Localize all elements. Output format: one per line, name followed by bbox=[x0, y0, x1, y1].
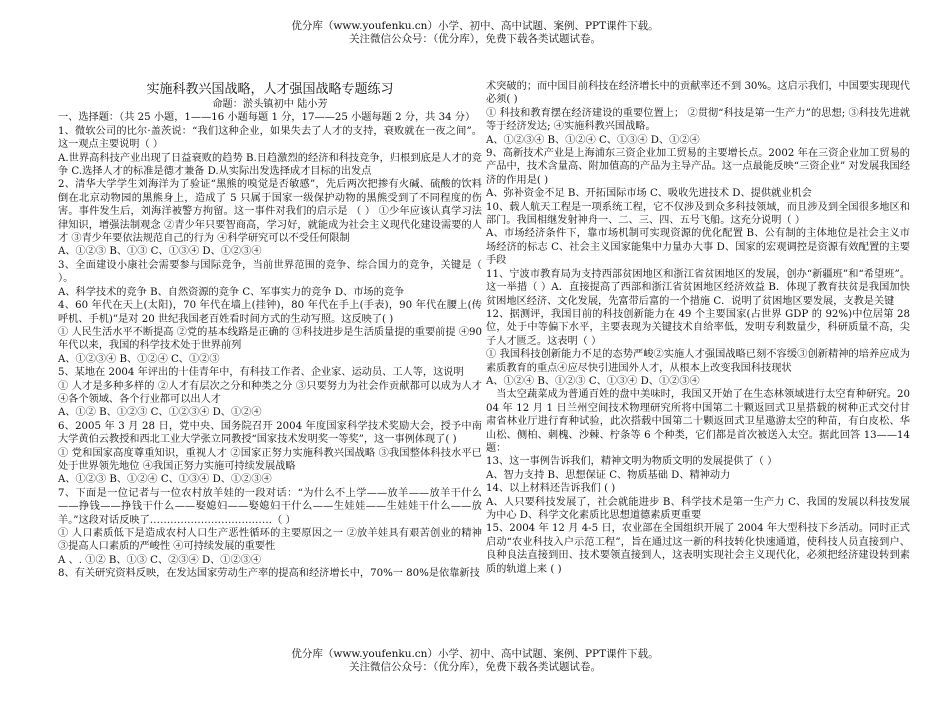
right-paragraph: A、市场经济条件下，靠市场机制可实现资源的优化配置 B、公有制的主体地位是社会主义市场经济的标志 C、社会主义国家能集中力量办大事 D、国家的宏观调控是资源有效配置的主要手段 bbox=[486, 228, 910, 267]
left-paragraph: A、科学技术的竞争 B、自然资源的竞争 C、军事实力的竞争 D、市场的竞争 bbox=[58, 286, 405, 298]
right-paragraph: A、弥补资金不足 B、开拓国际市场 C、吸收先进技术 D、提供就业机会 bbox=[486, 188, 812, 200]
left-paragraph: ① 人才是多种多样的 ②人才有层次之分和种类之分 ③只要努力为社会作贡献都可以成为人才 ④各个领域、各个行业都可以出人才 bbox=[58, 380, 482, 405]
right-paragraph: A、人只要科技发展了，社会就能进步 B、科学技术是第一生产力 C、我国的发展以科技发展为中心 D、科学文化素质比思想道德素质更重要 bbox=[486, 496, 910, 521]
document-author: 命题：淤头镇初中 陆小芳 bbox=[212, 99, 328, 110]
footer-watermark-line1: 优分库（www.youfenku.cn）小学、初中、高中试题、案例、PPT课件下载。 bbox=[291, 648, 659, 660]
left-paragraph: 5、某地在 2004 年评出的十佳青年中，有科技工作者、企业家、运动员、工人等，这说明 bbox=[58, 367, 464, 379]
header-watermark-line1: 优分库（www.youfenku.cn）小学、初中、高中试题、案例、PPT课件下载。 bbox=[291, 20, 659, 32]
left-paragraph: A、①②③ B、①③ C、①③④ D、①②③④ bbox=[58, 246, 262, 258]
right-paragraph: 13、这一事例告诉我们，精神文明为物质文明的发展提供了（ ） bbox=[486, 456, 778, 468]
left-paragraph: 6、2005 年 3 月 28 日，党中央、国务院召开 2004 年度国家科学技术奖励大会，授予中南大学黄伯云教授和西北工业大学张立同教授“国家技术发明奖一等奖”，这一事例体现了( ) bbox=[58, 420, 482, 446]
right-paragraph: A、①②③④ B、①②④ C、①③④ D、①②④ bbox=[486, 134, 700, 146]
document-title: 实施科教兴国战略，人才强国战略专题练习 bbox=[146, 82, 394, 97]
left-paragraph: A、①②③ B、①②④ C、①③④ D、①②③④ bbox=[58, 474, 272, 486]
right-paragraph: ① 我国科技创新能力不足的态势严峻②实施人才强国战略已刻不容缓③创新精神的培养应成为素质教育的重点④应尽快引进国外人才，从根本上改变我国科技现状 bbox=[486, 349, 910, 374]
left-paragraph: A 、. ①② B、①③ C、②③④ D、①②③④ bbox=[58, 554, 262, 566]
left-paragraph: ① 党和国家高度尊重知识，重视人才 ②国家正努力实施科教兴国战略 ③我国整体科技水平已处于世界领先地位 ④我国正努力实施可持续发展战略 bbox=[58, 447, 482, 472]
right-paragraph: ① 科技和教育摆在经济建设的重要位置上； ②贯彻“科技是第一生产力”的思想; ③科技先进就等于经济发达; ④实施科教兴国战略。 bbox=[486, 107, 910, 133]
right-paragraph: 15、2004 年 12 月 4-5 日，农业部在全国组织开展了 2004 年大型科技下乡活动。同时正式启动“农业科技入户示范工程”，旨在通过这一新的科技转化快速通道，使科技人员直接到户、良种良法直接到田、技术要领直接到人，这表明实现社会主义现代化，必须把经济建设转到素质的轨道上来 ( ) bbox=[486, 523, 910, 575]
left-paragraph: A.世界高科技产业出现了日益衰败的趋势 B.日趋激烈的经济和科技竞争，归根到底是人才的竞争 C.选择人才的标准是德才兼备 D.从实际出发选择成才目标的出发点 bbox=[58, 152, 482, 178]
header-watermark-line2: 关注微信公众号：（优分库），免费下载各类试题试卷。 bbox=[349, 33, 601, 45]
left-paragraph: 2、清华大学学生刘海洋为了验证“黑熊的嗅觉是否敏感”，先后两次把掺有火碱、硫酸的饮料倒在北京动物园的黑熊身上，造成了 5 只属于国家一级保护动物的黑熊受到了不同程度的伤害。事件发生后，刘海洋被警方拘留。这一事件对我们的启示是 （ ） ①少年应该认真学习法律知识，增强法制观念 ②青少年只要智商高，学习好，就能成为社会主义现代化建设需要的人才 ③青少年要依法规范自己的行为 ④科学研究可以不受任何限制 bbox=[58, 179, 482, 245]
section-heading: 一、选择题：（共 25 小题，1——16 小题每题 1 分，17——25 小题每题 2 分，共 34 分） bbox=[58, 112, 476, 124]
right-paragraph: 12、据测评，我国目前的科技创新能力在 49 个主要国家(占世界 GDP 的 92%)中位居第 28 位，处于中等偏下水平，主要表现为关键技术自给率低，发明专利数量少，科研质量不高，尖子人才匮乏。这表明（ ） bbox=[486, 308, 910, 347]
footer-watermark bbox=[0, 648, 950, 674]
left-column bbox=[58, 80, 482, 581]
left-paragraph: A、①② B、①②③ C、①②③④ D、①②④ bbox=[58, 407, 262, 419]
right-column bbox=[486, 80, 910, 576]
right-paragraph: 当太空蔬菜成为普通百姓的盘中美味时，我国又开始了在生态林领域进行太空育种研究。2004 年 12 月 1 日兰州空间技术物理研究所将中国第二十颗返回式卫星搭载的树种正式交付甘肃省林业厅进行育种试验，此次搭载中国第二十颗返回式卫星遨游太空的种苗，有白皮松、华山松、侧柏、刺槐、沙棘、柠条等 6 个种类，它们都是首次被送入太空。据此回答 13——14 题： bbox=[486, 389, 910, 454]
left-paragraph: A、①②③④ B、①②④ C、①②③ bbox=[58, 353, 220, 365]
right-paragraph: 术突破的；而中国目前科技在经济增长中的贡献率还不到 30%。这启示我们，中国要实现现代必须( ) bbox=[486, 81, 910, 106]
left-paragraph: ① 人民生活水平不断提高 ②党的基本线路是正确的 ③科技进步是生活质量提的重要前提 ④90 年代以来，我国的科学技术处于世界前列 bbox=[58, 326, 482, 352]
right-paragraph: 10、载人航天工程是一项系统工程，它不仅涉及到众多科技领域，而且涉及到全国很多地区和部门。我国相继发射神舟一、二、三、四、五号飞船。这充分说明（ ） bbox=[486, 201, 910, 227]
left-paragraph: 7、下面是一位记者与一位农村放羊娃的一段对话：“为什么不上学——放羊——放羊干什么——挣钱——挣钱干什么——娶媳妇——娶媳妇干什么——生娃娃——生娃娃干什么——放羊。”这段对话反映了………………………………（ ） bbox=[58, 487, 482, 526]
header-watermark bbox=[0, 20, 950, 46]
right-paragraph: 14、以上材料还告诉我们 ( ) bbox=[486, 483, 616, 495]
left-paragraph: 1、微软公司的比尔·盖茨说：“我们这种企业，如果失去了人才的支持，衰败就在一夜之间”。这一观点主要说明（ ） bbox=[58, 125, 482, 151]
right-paragraph: A、智力支持 B、思想保证 C、物质基础 D、精神动力 bbox=[486, 469, 731, 481]
footer-watermark-line2: 关注微信公众号：（优分库），免费下载各类试题试卷。 bbox=[349, 661, 601, 673]
left-paragraph: ① 人口素质低下是造成农村人口生产恶性循环的主要原因之一 ②放羊娃具有艰苦创业的精神 ③提高人口素质的严峻性 ④可持续发展的重要性 bbox=[58, 528, 482, 553]
left-paragraph: 3、全面建设小康社会需要参与国际竞争，当前世界范围的竞争、综合国力的竞争，关键是（ ）。 bbox=[58, 259, 482, 285]
right-paragraph: A、①②④ B、①②③ C、①③④ D、①②③④ bbox=[486, 375, 700, 387]
right-paragraph: 9、高新技术产业是上海浦东三资企业加工贸易的主要增长点。2002 年在三资企业加工贸易的产品中，技术含量高、附加值高的产品为主导产品。这一点最能反映“三资企业” 对发展我国经济的作用是( ) bbox=[486, 148, 910, 186]
right-paragraph: 11、宁波市教育局为支持西部贫困地区和浙江省贫困地区的发展，创办“新疆班”和“希望班”。这一举措（ ）A．直接提高了西部和浙江省贫困地区经济效益 B．体现了教育扶贫是我国加快贫困地区经济、文化发展，先富带后富的一个措施 C．说明了贫困地区要发展，支教是关键 bbox=[486, 268, 910, 307]
left-paragraph: 8、有关研究资料反映，在发达国家劳动生产率的提高和经济增长中，70%一 80%是依靠新技 bbox=[58, 568, 480, 580]
left-paragraph: 4、60 年代在天上(太阳)，70 年代在墙上(挂钟)，80 年代在手上(手表)，90 年代在腰上(传呼机、手机)”是对 20 世纪我国老百姓看时间方式的生动写照。这反映了( ) bbox=[58, 300, 482, 325]
